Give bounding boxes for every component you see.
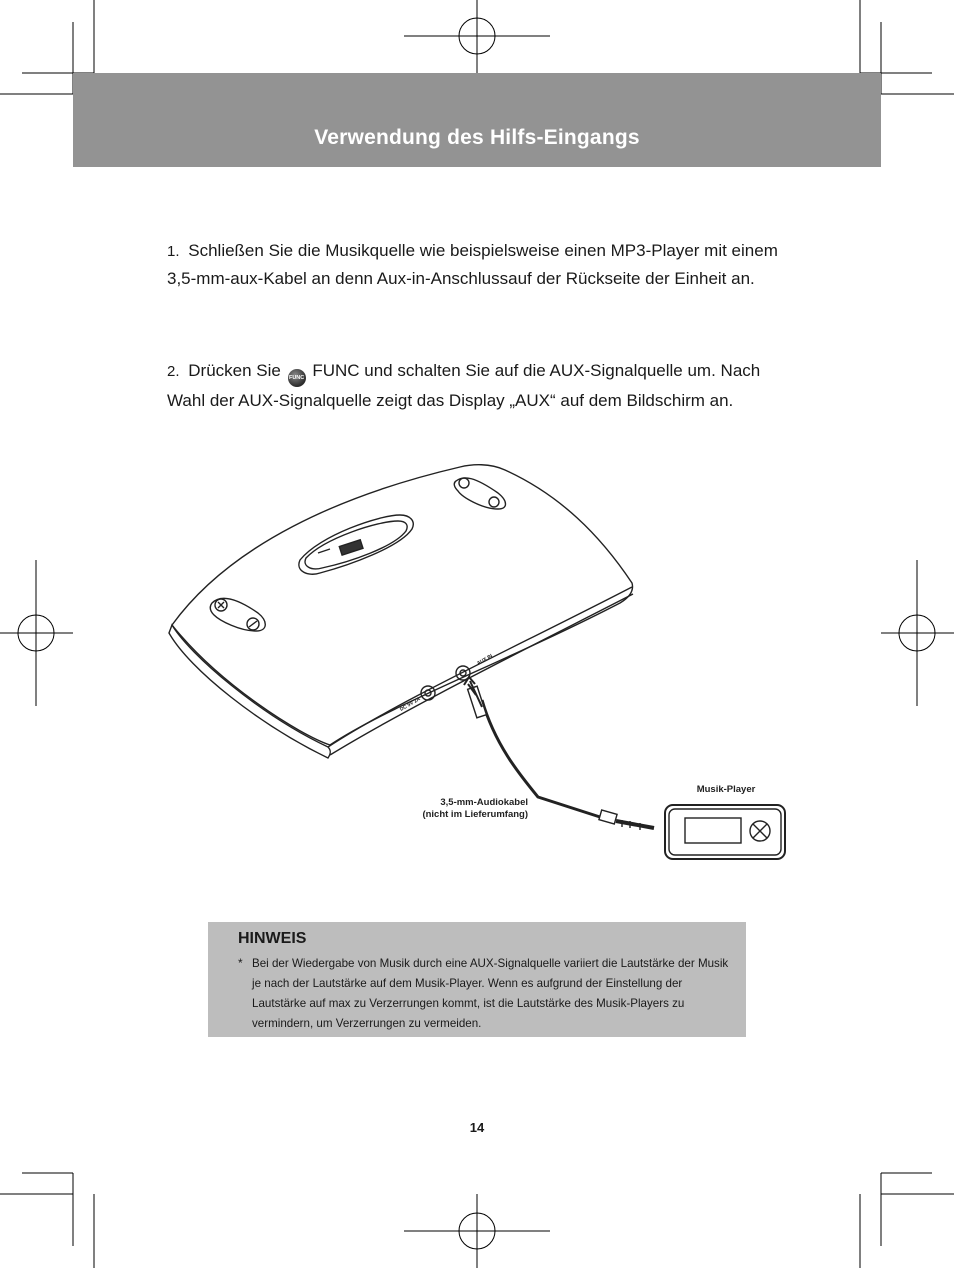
step-text-before: Drücken Sie [188, 361, 281, 380]
note-bullet: * [238, 956, 243, 970]
dc-port-label: DC 9V 2A [399, 696, 422, 713]
music-player-label: Musik-Player [696, 784, 756, 795]
step-text: Schließen Sie die Musikquelle wie beispielsweise einen MP3-Player mit einem 3,5-mm-aux-Kabel an denn Aux-in-Anschlussauf der Rückseite der Einheit an. [167, 241, 778, 288]
dock-connector [339, 540, 363, 555]
page-number: 14 [469, 1120, 485, 1135]
note-box [208, 922, 746, 1037]
aux-port-label: AUX IN [476, 653, 494, 667]
section-header [73, 73, 881, 167]
page-title: Verwendung des Hilfs-Eingangs [314, 126, 640, 149]
speaker-body-top [172, 465, 633, 745]
step-1 [167, 237, 787, 292]
note-text: Bei der Wiedergabe von Musik durch eine AUX-Signalquelle variiert die Lautstärke der Musik je nach der Lautstärke auf dem Musik-Player. Wenn es aufgrund der Einstellung der Lautstärke auf max zu Verzerrungen kommt, ist die Lautstärke des Musik-Players zu vermindern, um Verzerrungen zu vermeiden. [252, 957, 729, 1030]
step-number: 2. [167, 363, 180, 380]
step-text-after: FUNC und schalten Sie auf die AUX-Signalquelle um. Nach Wahl der AUX-Signalquelle zeigt das Display „AUX“ auf dem Bildschirm an. [167, 361, 761, 410]
func-button-icon: FUNC [288, 369, 306, 387]
speaker-front-edge [169, 625, 330, 758]
step-number: 1. [167, 243, 180, 260]
music-player-device [665, 805, 785, 859]
cable-label: 3,5-mm-Audiokabel (nicht im Lieferumfang) [422, 797, 528, 820]
note-title: HINWEIS [238, 930, 307, 947]
step-2 [167, 357, 787, 414]
